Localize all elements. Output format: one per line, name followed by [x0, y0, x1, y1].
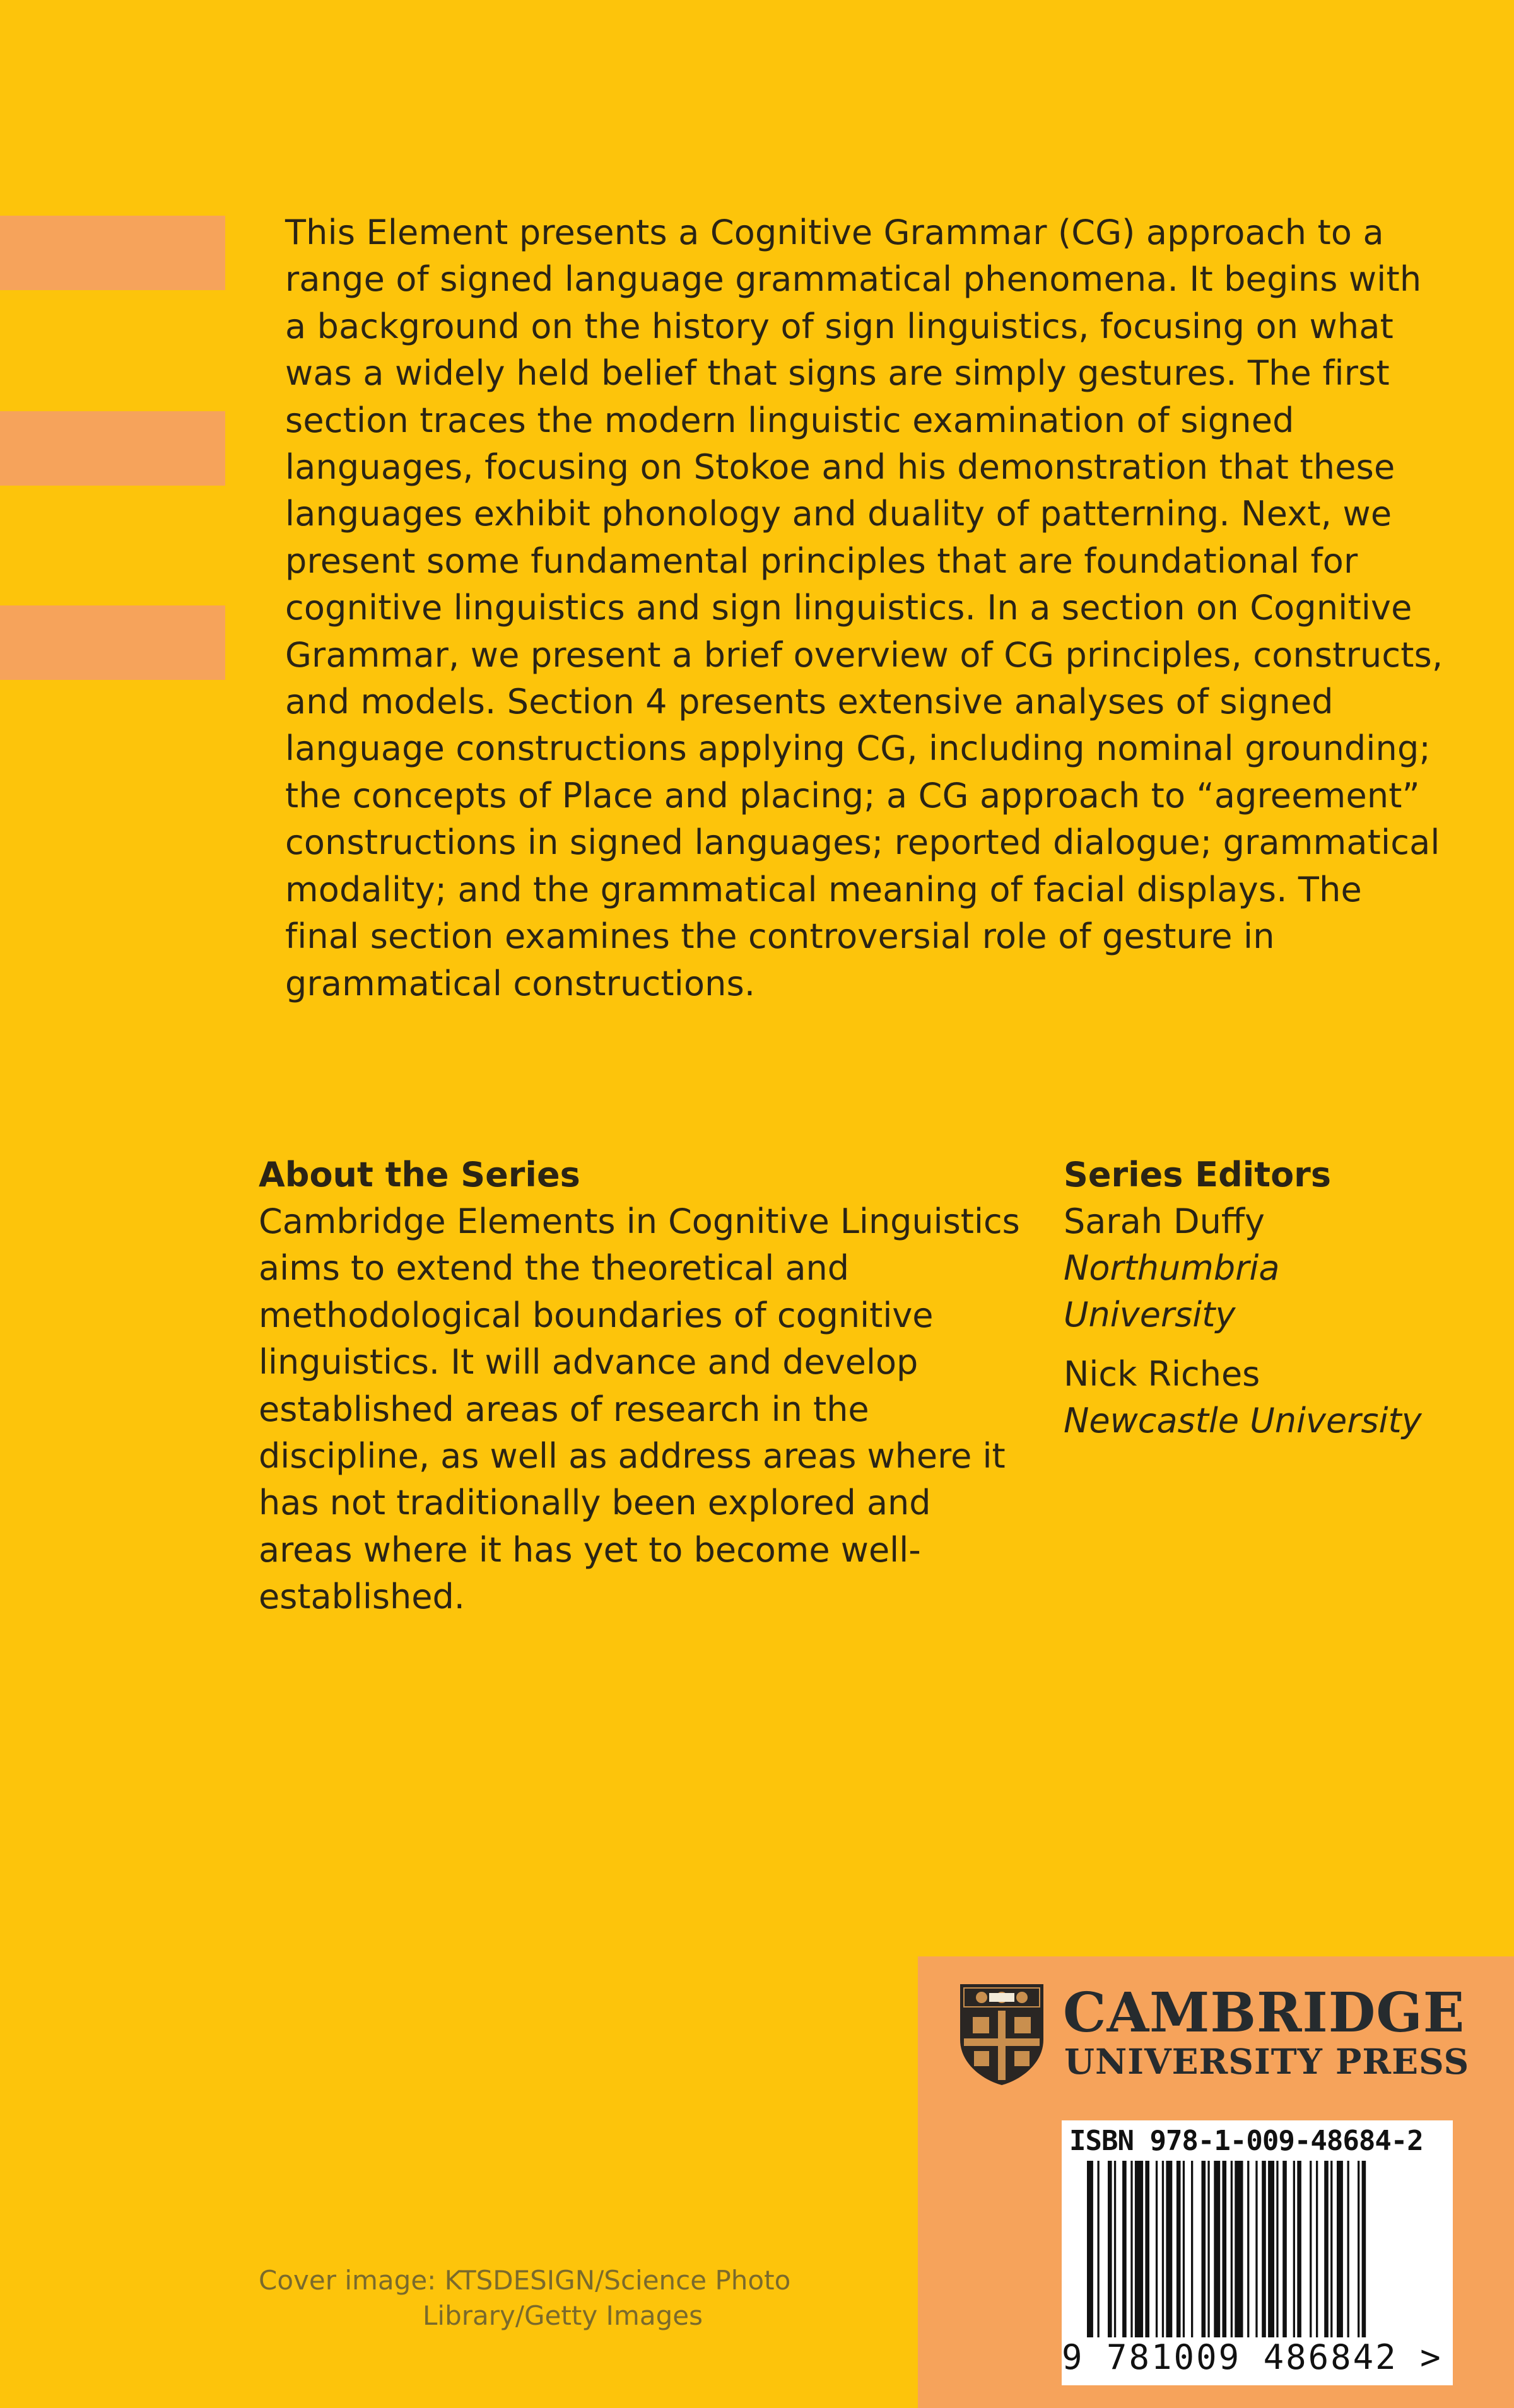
barcode-bar [1162, 2161, 1164, 2337]
barcode-digits: 9 781009 486842 > [1062, 2337, 1443, 2377]
barcode-bar [1316, 2161, 1318, 2337]
publisher-name: CAMBRIDGE [1063, 1981, 1465, 2045]
barcode-bar [1183, 2161, 1185, 2337]
editor-name: Sarah Duffy [1064, 1201, 1265, 1241]
barcode-bar [1276, 2161, 1278, 2337]
barcode-bar [1337, 2161, 1343, 2337]
barcode-bars [1062, 2161, 1453, 2337]
publisher-subtitle: UNIVERSITY PRESS [1064, 2041, 1470, 2082]
about-series-body: Cambridge Elements in Cognitive Linguistics aims to extend the theoretical and methodological boundaries of cognitive linguistics. It will advance and develop established areas of research in the discipline, as well as address areas where it has not traditionally been explored and areas where it has yet to become well-established. [259, 1201, 1020, 1617]
barcode-bar [1282, 2161, 1287, 2337]
barcode-bar [1235, 2161, 1243, 2337]
decorative-stripe-2 [0, 411, 225, 486]
barcode-bar [1255, 2161, 1257, 2337]
about-series-heading: About the Series [259, 1155, 580, 1195]
decorative-stripe-1 [0, 216, 225, 290]
cambridge-crest-icon [958, 1982, 1046, 2088]
barcode-bar [1191, 2161, 1193, 2337]
credit-line-1: Cover image: KTSDESIGN/Science Photo [259, 2265, 791, 2296]
barcode-bar [1114, 2161, 1116, 2337]
barcode-bar [1087, 2161, 1093, 2337]
barcode-bar [1262, 2161, 1266, 2337]
barcode-bar [1297, 2161, 1301, 2337]
series-editors-section [1064, 1152, 1455, 1457]
about-series-section [259, 1152, 1035, 1621]
barcode-bar [1135, 2161, 1143, 2337]
credit-line-2: Library/Getty Images [423, 2300, 703, 2331]
isbn-label: ISBN 978-1-009-48684-2 [1069, 2125, 1423, 2157]
barcode-bar [1202, 2161, 1206, 2337]
barcode-bar [1098, 2161, 1100, 2337]
publisher-panel [918, 1956, 1514, 2408]
barcode-bar [1214, 2161, 1220, 2337]
barcode-bar [1156, 2161, 1158, 2337]
editor-affiliation: Northumbria University [1064, 1248, 1280, 1335]
barcode-bar [1310, 2161, 1312, 2337]
cover-image-credit [259, 2263, 889, 2334]
barcode-bar [1268, 2161, 1274, 2337]
book-abstract: This Element presents a Cognitive Grammar (CG) approach to a range of signed language grammatical phenomena. It begins with a background on the history of sign linguistics, focusing on what was a widely held belief that signs are simply gestures. The first section traces the modern linguistic examination of signed languages, focusing on Stokoe and his demonstration that these languages exhibit phonology and duality of patterning. Next, we present some fundamental principles that are foundational for cognitive linguistics and sign linguistics. In a section on Cognitive Grammar, we present a brief overview of CG principles, constructs, and models. Section 4 presents extensive analyses of signed language constructions applying CG, including nominal grounding; the concepts of Place and placing; a CG approach to “agreement” constructions in signed languages; reported dialogue; grammatical modality; and the grammatical meaning of facial displays. The final section examines the controversial role of gesture in grammatical constructions. [285, 213, 1443, 1003]
barcode-bar [1324, 2161, 1329, 2337]
decorative-stripe-3 [0, 605, 225, 680]
barcode-bar [1122, 2161, 1127, 2337]
barcode-bar [1247, 2161, 1249, 2337]
barcode-bar [1207, 2161, 1209, 2337]
barcode-bar [1362, 2161, 1366, 2337]
barcode-bar [1166, 2161, 1172, 2337]
barcode-bar [1358, 2161, 1359, 2337]
editor-name: Nick Riches [1064, 1354, 1260, 1394]
series-editors-heading: Series Editors [1064, 1155, 1331, 1195]
barcode-bar [1108, 2161, 1112, 2337]
barcode-bar [1330, 2161, 1332, 2337]
barcode-bar [1223, 2161, 1227, 2337]
barcode-bar [1293, 2161, 1295, 2337]
editor-affiliation: Newcastle University [1064, 1401, 1422, 1441]
barcode-bar [1231, 2161, 1233, 2337]
barcode-bar [1347, 2161, 1349, 2337]
barcode-bar [1177, 2161, 1181, 2337]
barcode-bar [1145, 2161, 1149, 2337]
isbn-barcode [1062, 2120, 1453, 2385]
barcode-bar [1130, 2161, 1132, 2337]
